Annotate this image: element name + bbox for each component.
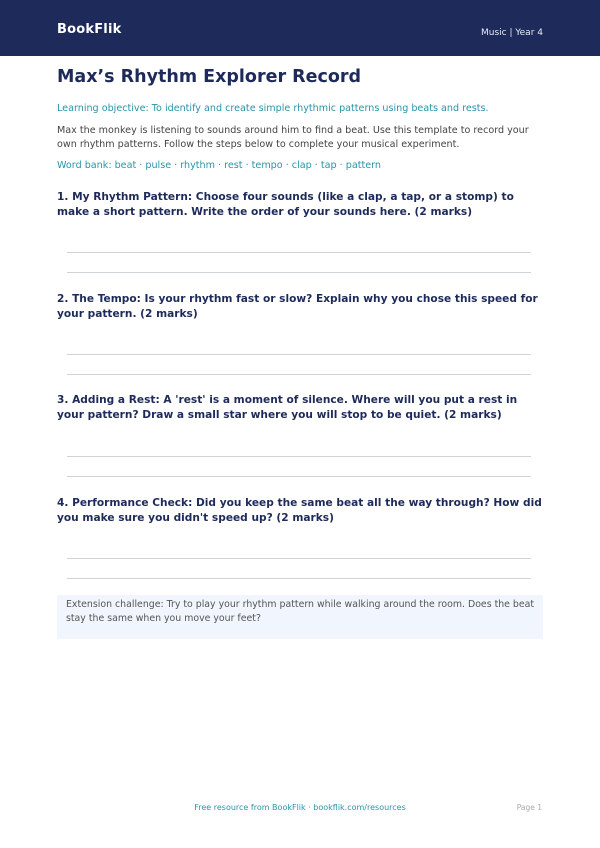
extension-box: [57, 595, 543, 639]
question-4: [57, 496, 543, 525]
page-title: Max’s Rhythm Explorer Record: [57, 67, 362, 87]
extension-text: Extension challenge: Try to play your rhythm pattern while walking around the room. Does the beat stay the same when you move your feet?: [66, 599, 535, 624]
question-4-text: 4. Performance Check: Did you keep the same beat all the way through? How did you make sure you didn't speed up? (2 marks): [57, 497, 542, 524]
answer-line-1b[interactable]: [67, 272, 531, 273]
page-number: Page 1: [516, 803, 542, 812]
question-2: [57, 292, 543, 321]
page-header: [0, 0, 600, 56]
answer-line-2b[interactable]: [67, 374, 531, 375]
learning-objective: Learning objective: To identify and create simple rhythmic patterns using beats and rests.: [57, 103, 489, 114]
word-bank: Word bank: beat · pulse · rhythm · rest · tempo · clap · tap · pattern: [57, 160, 381, 171]
answer-line-4a[interactable]: [67, 558, 531, 559]
intro-text: Max the monkey is listening to sounds around him to find a beat. Use this template to record your own rhythm patterns. Follow the steps below to complete your musical experiment.: [57, 125, 529, 150]
brand-logo-text: BookFlik: [57, 22, 122, 37]
answer-line-2a[interactable]: [67, 354, 531, 355]
question-1-text: 1. My Rhythm Pattern: Choose four sounds (like a clap, a tap, or a stomp) to make a short pattern. Write the order of your sounds here. (2 marks): [57, 191, 514, 218]
question-3: [57, 393, 543, 422]
answer-line-3b[interactable]: [67, 476, 531, 477]
answer-line-4b[interactable]: [67, 578, 531, 579]
subject-year-label: Music | Year 4: [480, 28, 543, 38]
answer-line-1a[interactable]: [67, 252, 531, 253]
footer-source-link[interactable]: Free resource from BookFlik · bookflik.com/resources: [194, 803, 406, 812]
question-3-text: 3. Adding a Rest: A 'rest' is a moment of silence. Where will you put a rest in your pattern? Draw a small star where you will stop to be quiet. (2 marks): [57, 394, 518, 421]
answer-line-3a[interactable]: [67, 456, 531, 457]
page-footer: [0, 802, 600, 816]
intro-section: [57, 66, 543, 172]
question-2-text: 2. The Tempo: Is your rhythm fast or slow? Explain why you chose this speed for your pattern. (2 marks): [57, 293, 538, 320]
question-1: [57, 190, 543, 219]
